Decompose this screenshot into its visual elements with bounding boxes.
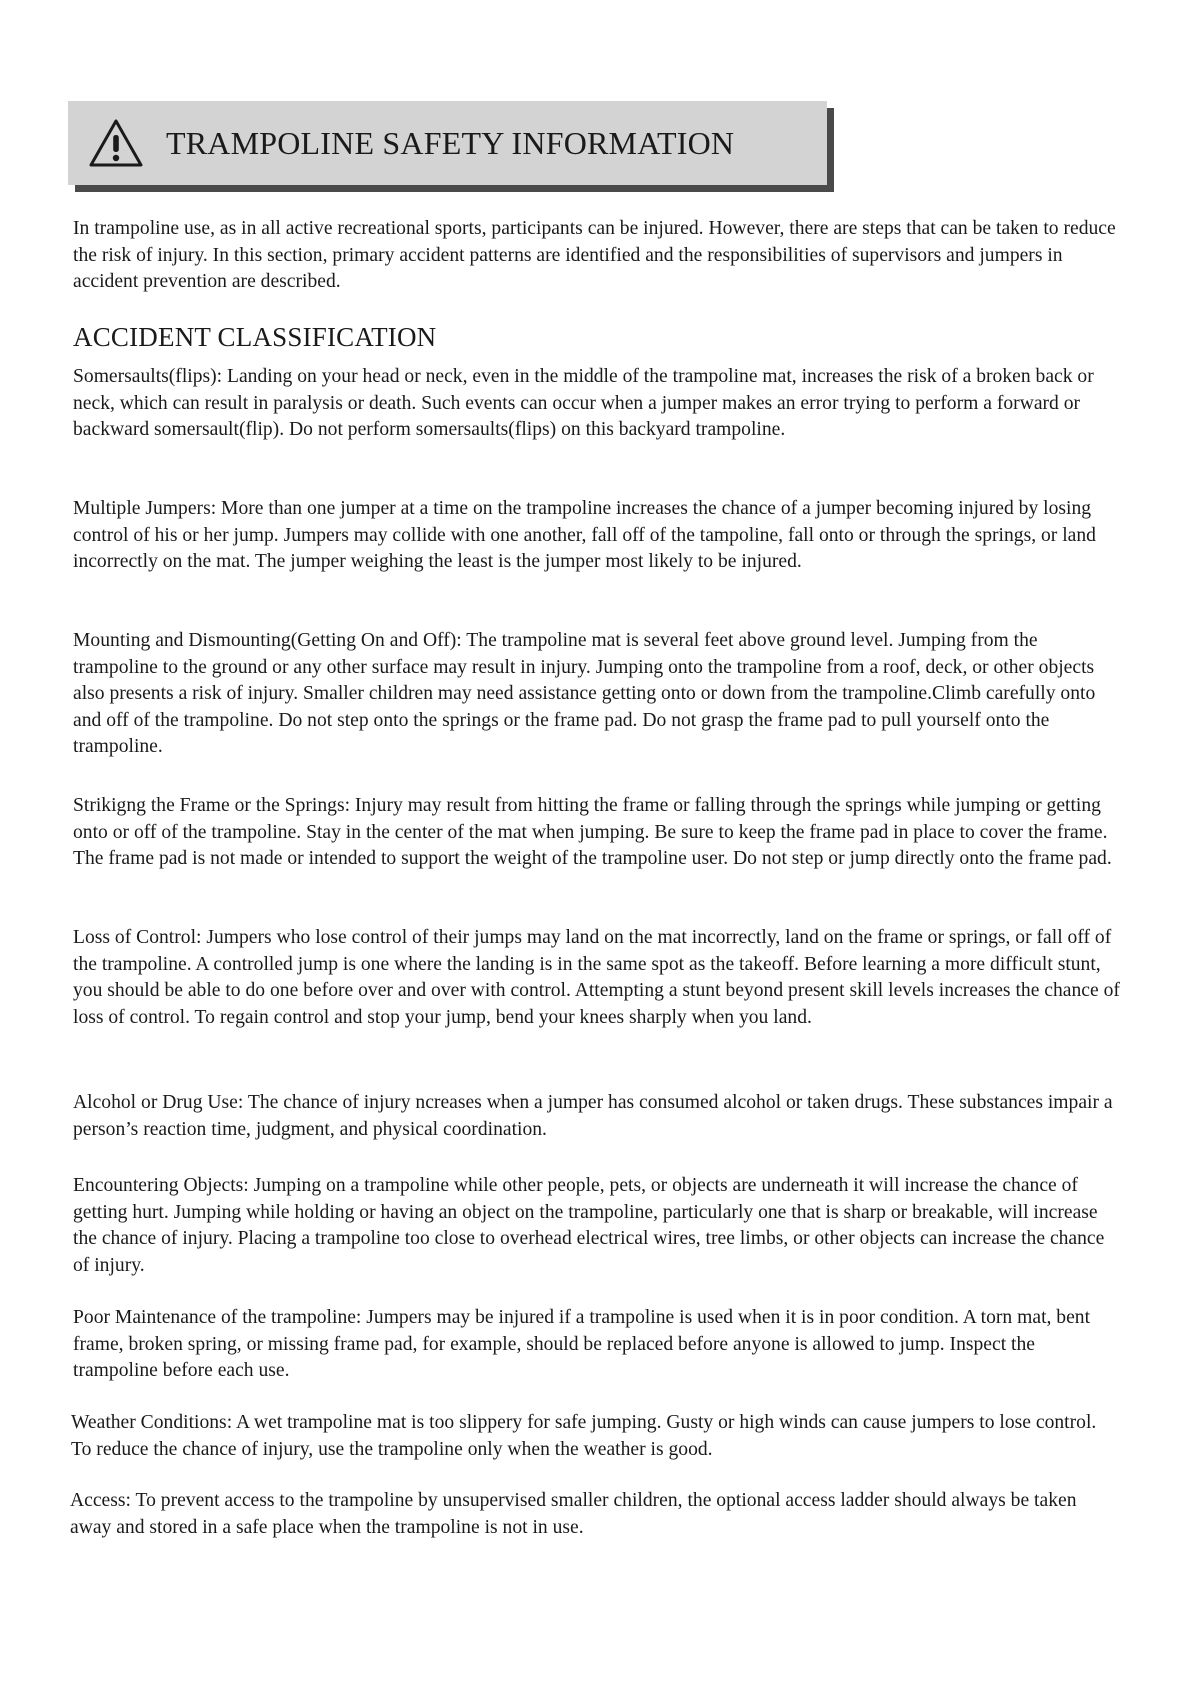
paragraph-multiple-jumpers: Multiple Jumpers: More than one jumper at a time on the trampoline increases the chance of a jumper becoming injured by losing control of his or her jump. Jumpers may collide with one another, fall off of the tampoline, fall onto or through the springs, or land incorrectly on the mat. The jumper weighing the least is the jumper most likely to be injured. bbox=[73, 498, 1096, 573]
paragraph-somersaults: Somersaults(flips): Landing on your head or neck, even in the middle of the trampoline mat, increases the risk of a broken back or neck, which can result in paralysis or death. Such events can occur when a jumper makes an error trying to perform a forward or backward somersault(flip). Do not perform somersaults(flips) on this backyard trampoline. bbox=[73, 366, 1094, 441]
paragraph-weather: Weather Conditions: A wet trampoline mat is too slippery for safe jumping. Gusty or high winds can cause jumpers to lose control. To reduce the chance of injury, use the trampoline only when the weather is good. bbox=[71, 1412, 1097, 1460]
paragraph-access: Access: To prevent access to the trampoline by unsupervised smaller children, the optional access ladder should always be taken away and stored in a safe place when the trampoline is not in use. bbox=[70, 1490, 1077, 1538]
paragraph-striking-frame: Strikigng the Frame or the Springs: Injury may result from hitting the frame or falling through the springs while jumping or getting onto or off of the trampoline. Stay in the center of the mat when jumping. Be sure to keep the frame pad in place to cover the frame. The frame pad is not made or intended to support the weight of the trampoline user. Do not step or jump directly onto the frame pad. bbox=[73, 795, 1112, 870]
paragraph-objects: Encountering Objects: Jumping on a trampoline while other people, pets, or objects are underneath it will increase the chance of getting hurt. Jumping while holding or having an object on the trampoline, particularly one that is sharp or breakable, will increase the chance of injury. Placing a trampoline too close to overhead electrical wires, tree limbs, or other objects can increase the chance of injury. bbox=[73, 1175, 1105, 1276]
intro-paragraph: In trampoline use, as in all active recreational sports, participants can be injured. However, there are steps that can be taken to reduce the risk of injury. In this section, primary accident patterns are identified and the responsibilities of supervisors and jumpers in accident prevention are described. bbox=[73, 218, 1116, 293]
page-title: TRAMPOLINE SAFETY INFORMATION bbox=[166, 124, 735, 161]
section-heading: ACCIDENT CLASSIFICATION bbox=[73, 322, 437, 352]
paragraph-loss-of-control: Loss of Control: Jumpers who lose control of their jumps may land on the mat incorrectly, land on the frame or springs, or fall off of the trampoline. A controlled jump is one where the landing is in the same spot as the takeoff. Before learning a more difficult stunt, you should be able to do one before over and over with control. Attempting a stunt beyond present skill levels increases the chance of loss of control. To regain control and stop your jump, bend your knees sharply when you land. bbox=[73, 927, 1120, 1028]
warning-triangle-icon bbox=[88, 118, 144, 168]
paragraph-mounting: Mounting and Dismounting(Getting On and Off): The trampoline mat is several feet above ground level. Jumping from the trampoline to the ground or any other surface may result in injury. Jumping onto the trampoline from a roof, deck, or other objects also presents a risk of injury. Smaller children may need assistance getting onto or down from the trampoline.Climb carefully onto and off of the trampoline. Do not step onto the springs or the frame pad. Do not grasp the frame pad to pull yourself onto the trampoline. bbox=[73, 630, 1096, 758]
paragraph-alcohol: Alcohol or Drug Use: The chance of injury ncreases when a jumper has consumed alcohol or taken drugs. These substances impair a person’s reaction time, judgment, and physical coordination. bbox=[73, 1092, 1113, 1140]
paragraph-maintenance: Poor Maintenance of the trampoline: Jumpers may be injured if a trampoline is used when it is in poor condition. A torn mat, bent frame, broken spring, or missing frame pad, for example, should be replaced before anyone is allowed to jump. Inspect the trampoline before each use. bbox=[73, 1307, 1091, 1382]
title-banner bbox=[68, 101, 827, 185]
